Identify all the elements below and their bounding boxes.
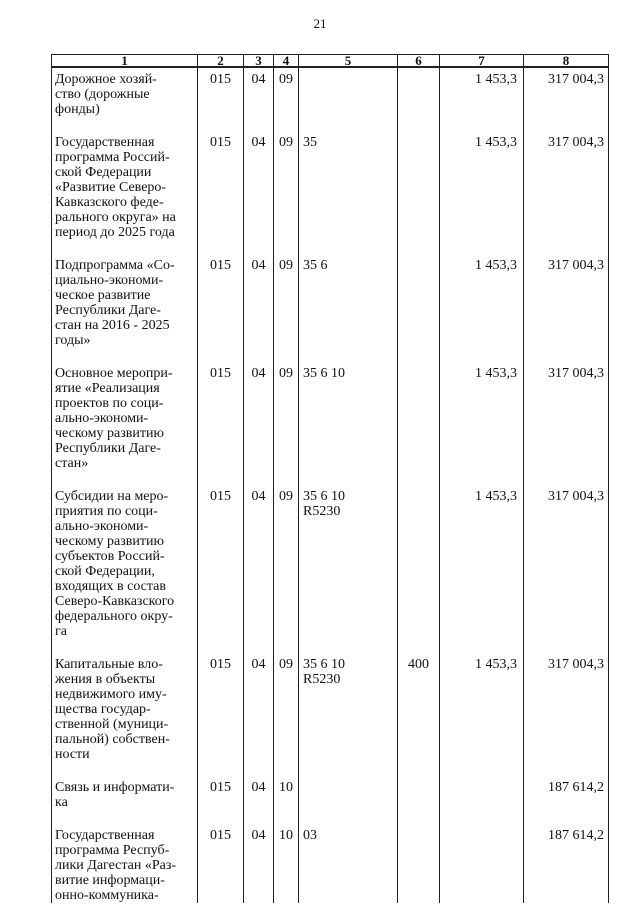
table-row: [52, 117, 609, 240]
cell-vr: [398, 240, 440, 348]
table-row: [52, 810, 609, 903]
cell-rz: 04: [244, 240, 274, 348]
cell-pr: 09: [274, 639, 299, 762]
cell-vr: [398, 117, 440, 240]
table-row: [52, 240, 609, 348]
cell-sum-2016: 1 453,3: [440, 348, 524, 471]
budget-table: [51, 54, 609, 903]
cell-sum-2016: 1 453,3: [440, 67, 524, 117]
row-name: Капитальные вло- жения в объекты недвижимого иму- щества государ- ственной (муници- пальной) собствен- ности: [52, 639, 198, 762]
row-name: Основное меропри- ятие «Реализация проектов по соци- ально-экономи- ческому развитию Республики Даге- стан»: [52, 348, 198, 471]
cell-gr: 015: [198, 639, 244, 762]
column-header: 3: [244, 55, 274, 68]
cell-gr: 015: [198, 471, 244, 639]
cell-pr: 10: [274, 762, 299, 810]
cell-gr: 015: [198, 67, 244, 117]
cell-sum-2017: 317 004,3: [524, 348, 609, 471]
cell-sum-2017: 187 614,2: [524, 810, 609, 903]
cell-sum-2016: 1 453,3: [440, 471, 524, 639]
cell-sum-2017: 317 004,3: [524, 117, 609, 240]
table-row: [52, 67, 609, 117]
column-header: 4: [274, 55, 299, 68]
cell-vr: [398, 762, 440, 810]
cell-sum-2017: 317 004,3: [524, 240, 609, 348]
cell-csr: [299, 67, 398, 117]
cell-rz: 04: [244, 117, 274, 240]
column-header: 5: [299, 55, 398, 68]
column-header: 6: [398, 55, 440, 68]
cell-sum-2017: 317 004,3: [524, 639, 609, 762]
cell-rz: 04: [244, 348, 274, 471]
cell-sum-2016: [440, 810, 524, 903]
cell-csr: [299, 762, 398, 810]
cell-pr: 09: [274, 348, 299, 471]
cell-csr: 03: [299, 810, 398, 903]
cell-gr: 015: [198, 240, 244, 348]
page-number: 21: [313, 16, 327, 31]
cell-pr: 09: [274, 67, 299, 117]
cell-vr: [398, 471, 440, 639]
cell-sum-2016: [440, 762, 524, 810]
cell-vr: [398, 67, 440, 117]
column-header: 2: [198, 55, 244, 68]
cell-sum-2017: 317 004,3: [524, 67, 609, 117]
cell-rz: 04: [244, 762, 274, 810]
column-header: 8: [524, 55, 609, 68]
cell-gr: 015: [198, 762, 244, 810]
row-name: Подпрограмма «Со- циально-экономи- ческое развитие Республики Даге- стан на 2016 - 2025 годы»: [52, 240, 198, 348]
cell-gr: 015: [198, 348, 244, 471]
cell-sum-2016: 1 453,3: [440, 639, 524, 762]
column-header: 7: [440, 55, 524, 68]
column-header: 1: [52, 55, 198, 68]
table-row: [52, 471, 609, 639]
cell-csr: 35 6 10 R5230: [299, 471, 398, 639]
cell-rz: 04: [244, 639, 274, 762]
cell-sum-2017: 317 004,3: [524, 471, 609, 639]
cell-csr: 35: [299, 117, 398, 240]
cell-sum-2017: 187 614,2: [524, 762, 609, 810]
header-row: [52, 55, 609, 68]
cell-vr: [398, 348, 440, 471]
row-name: Дорожное хозяй- ство (дорожные фонды): [52, 67, 198, 117]
cell-vr: 400: [398, 639, 440, 762]
cell-pr: 09: [274, 471, 299, 639]
table-row: [52, 762, 609, 810]
row-name: Субсидии на меро- приятия по соци- ально-экономи- ческому развитию субъектов Россий- ской Федерации, входящих в состав Северо-Кавказского федерального окру- га: [52, 471, 198, 639]
cell-gr: 015: [198, 117, 244, 240]
cell-gr: 015: [198, 810, 244, 903]
cell-csr: 35 6: [299, 240, 398, 348]
cell-rz: 04: [244, 810, 274, 903]
cell-sum-2016: 1 453,3: [440, 117, 524, 240]
cell-csr: 35 6 10: [299, 348, 398, 471]
row-name: Государственная программа Респуб- лики Дагестан «Раз- витие информаци- онно-коммуника-: [52, 810, 198, 903]
cell-pr: 10: [274, 810, 299, 903]
cell-vr: [398, 810, 440, 903]
cell-pr: 09: [274, 240, 299, 348]
cell-pr: 09: [274, 117, 299, 240]
cell-sum-2016: 1 453,3: [440, 240, 524, 348]
table-row: [52, 348, 609, 471]
cell-csr: 35 6 10 R5230: [299, 639, 398, 762]
cell-rz: 04: [244, 67, 274, 117]
table-row: [52, 639, 609, 762]
row-name: Связь и информати- ка: [52, 762, 198, 810]
row-name: Государственная программа Россий- ской Федерации «Развитие Северо- Кавказского феде- рального округа» на период до 2025 года: [52, 117, 198, 240]
cell-rz: 04: [244, 471, 274, 639]
